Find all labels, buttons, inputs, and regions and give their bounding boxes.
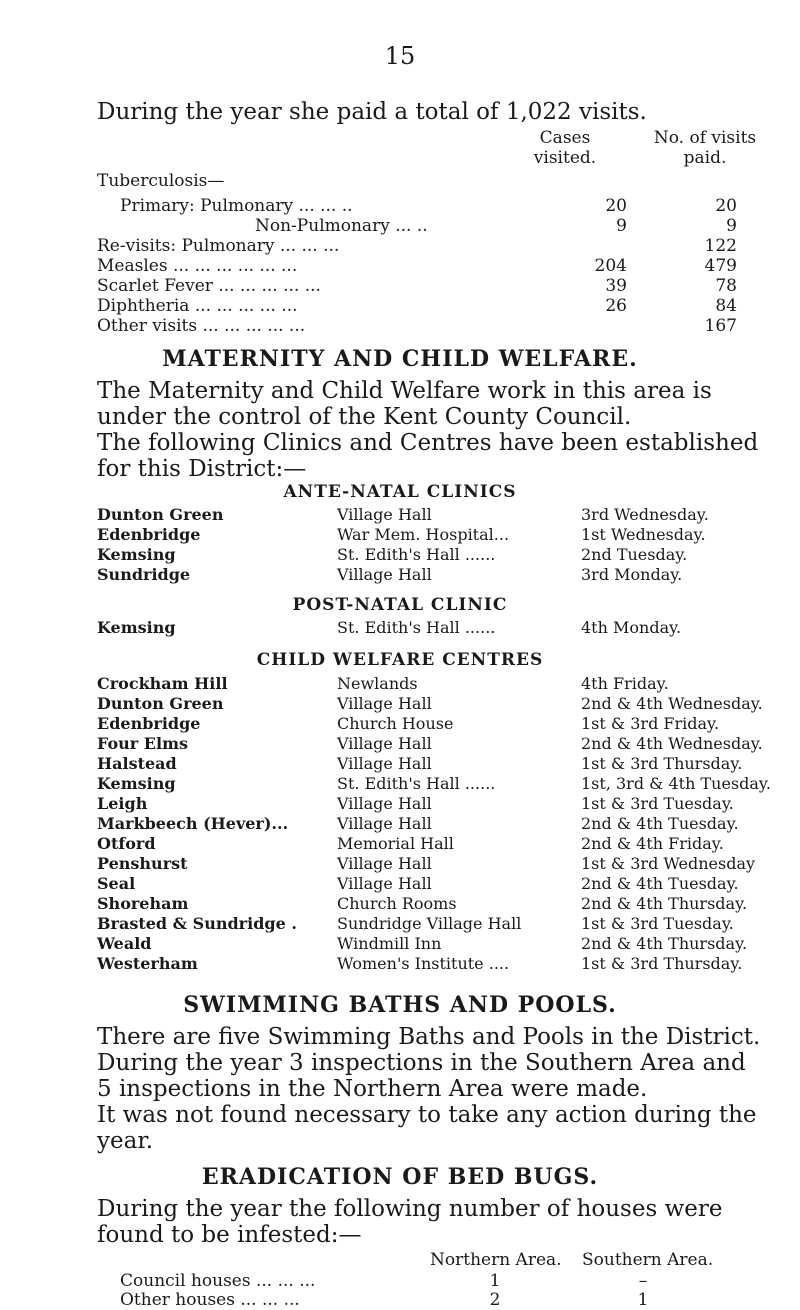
list-item: Dunton Green Village Hall 3rd Wednesday. xyxy=(97,505,709,524)
list-item: Otford Memorial Hall 2nd & 4th Friday. xyxy=(97,834,724,853)
list-item: Brasted & Sundridge . Sundridge Village Hall 1st & 3rd Tuesday. xyxy=(97,914,734,933)
col-header-visits: No. of visits paid. xyxy=(653,128,757,168)
col-header-cases: Cases visited. xyxy=(533,128,597,168)
list-item: Westerham Women's Institute .... 1st & 3rd Thursday. xyxy=(97,954,743,973)
list-item: Sundridge Village Hall 3rd Monday. xyxy=(97,565,683,584)
list-item: Kemsing St. Edith's Hall ...... 1st, 3rd & 4th Tuesday. xyxy=(97,774,771,793)
table-row: Other houses ... ... ... 2 1 xyxy=(120,1290,649,1310)
list-item: Halstead Village Hall 1st & 3rd Thursday. xyxy=(97,754,743,773)
list-item: Kemsing St. Edith's Hall ...... 4th Monday. xyxy=(97,618,682,637)
list-item: Penshurst Village Hall 1st & 3rd Wednesday xyxy=(97,854,756,873)
list-item: Crockham Hill Newlands 4th Friday. xyxy=(97,674,669,693)
swimming-paragraph: There are five Swimming Baths and Pools in the District. During the year 3 inspections in the Southern Area and 5 inspections in the Northern Area were made. It was not found necessary to take any action during the year. xyxy=(97,1024,761,1154)
col-header-southern: Southern Area. xyxy=(582,1250,714,1270)
table-row: Re-visits: Pulmonary ... ... ... 122 xyxy=(97,236,737,256)
bed-bugs-paragraph: During the year the following number of houses were found to be infested:— xyxy=(97,1196,723,1248)
bed-bugs-heading: ERADICATION OF BED BUGS. xyxy=(201,1164,599,1190)
antenatal-heading: ANTE-NATAL CLINICS xyxy=(283,482,517,502)
maternity-paragraph: The Maternity and Child Welfare work in this area is under the control of the Kent County Council. The following Clinics and Centres have been established for this District:— xyxy=(97,378,759,482)
list-item: Leigh Village Hall 1st & 3rd Tuesday. xyxy=(97,794,734,813)
col-header-northern: Northern Area. xyxy=(430,1250,562,1270)
list-item: Dunton Green Village Hall 2nd & 4th Wednesday. xyxy=(97,694,763,713)
table-row: Diphtheria ... ... ... ... ... 26 84 xyxy=(97,296,737,316)
intro-text: During the year she paid a total of 1,022 visits. xyxy=(97,99,647,125)
list-item: Markbeech (Hever)... Village Hall 2nd & 4th Tuesday. xyxy=(97,814,739,833)
list-item: Seal Village Hall 2nd & 4th Tuesday. xyxy=(97,874,739,893)
maternity-heading: MATERNITY AND CHILD WELFARE. xyxy=(162,346,638,372)
list-item: Shoreham Church Rooms 2nd & 4th Thursday. xyxy=(97,894,748,913)
table-row: Primary: Pulmonary ... ... .. 20 20 xyxy=(120,196,737,216)
table-row: Measles ... ... ... ... ... ... 204 479 xyxy=(97,256,737,276)
table-row: Non-Pulmonary ... .. 9 9 xyxy=(255,216,737,236)
table-row: Other visits ... ... ... ... ... 167 xyxy=(97,316,737,336)
postnatal-heading: POST-NATAL CLINIC xyxy=(292,595,508,615)
table-row: Scarlet Fever ... ... ... ... ... 39 78 xyxy=(97,276,737,296)
table-row: Tuberculosis— xyxy=(97,171,225,191)
table-row: Council houses ... ... ... 1 – xyxy=(120,1271,648,1291)
list-item: Edenbridge Church House 1st & 3rd Friday. xyxy=(97,714,720,733)
list-item: Edenbridge War Mem. Hospital... 1st Wednesday. xyxy=(97,525,706,544)
swimming-heading: SWIMMING BATHS AND POOLS. xyxy=(183,992,617,1018)
list-item: Weald Windmill Inn 2nd & 4th Thursday. xyxy=(97,934,748,953)
list-item: Four Elms Village Hall 2nd & 4th Wednesday. xyxy=(97,734,763,753)
page-number: 15 xyxy=(384,42,416,70)
child-welfare-heading: CHILD WELFARE CENTRES xyxy=(256,650,544,670)
list-item: Kemsing St. Edith's Hall ...... 2nd Tuesday. xyxy=(97,545,688,564)
